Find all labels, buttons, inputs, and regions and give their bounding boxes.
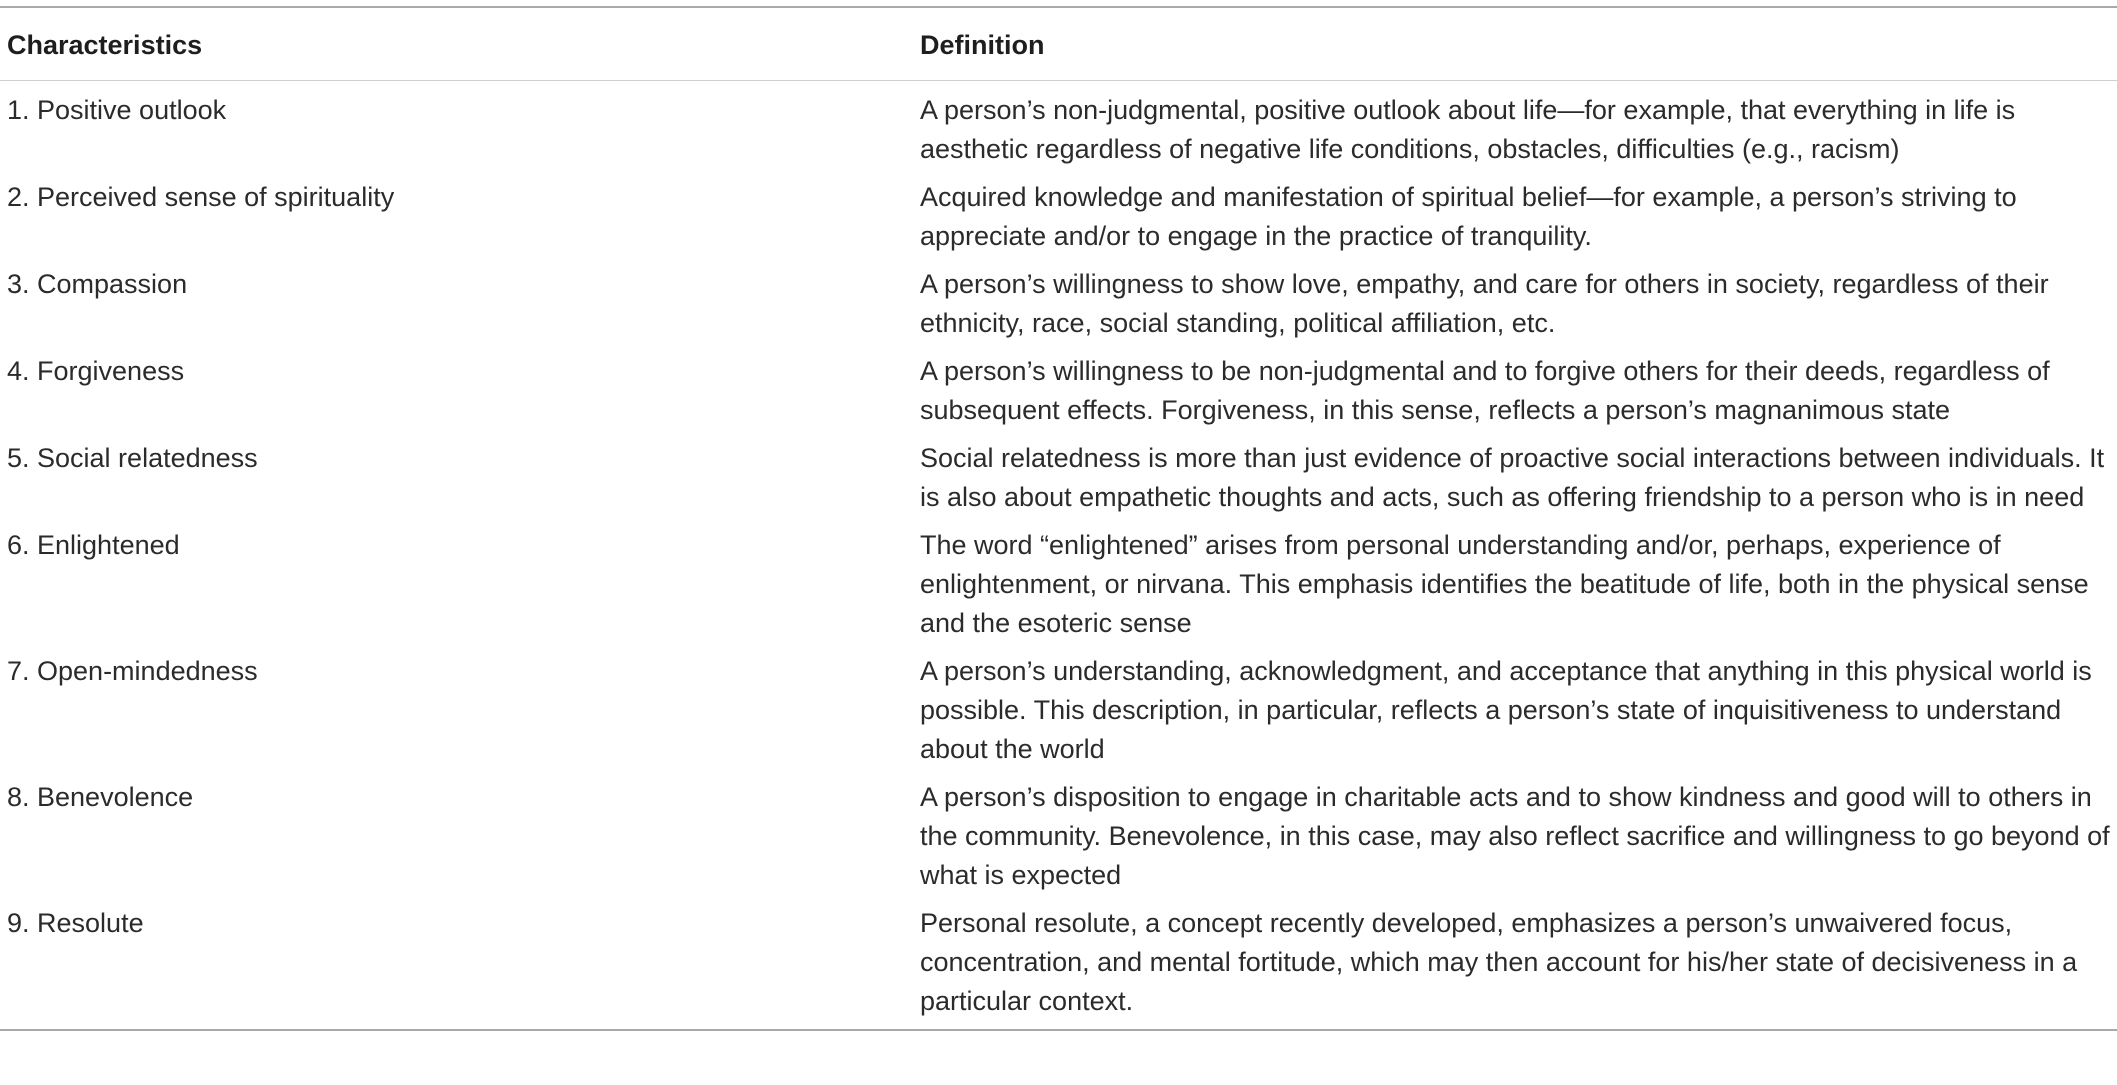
table-row <box>0 439 2117 517</box>
table-row <box>0 652 2117 769</box>
table-header-row <box>0 8 2117 80</box>
table-row <box>0 352 2117 430</box>
characteristic-cell: 3. Compassion <box>7 269 188 299</box>
header-definition: Definition <box>920 30 1045 60</box>
table-row <box>0 265 2117 343</box>
characteristic-cell: 2. Perceived sense of spirituality <box>7 182 395 212</box>
header-characteristics: Characteristics <box>7 30 203 60</box>
definition-cell: The word “enlightened” arises from personal understanding and/or, perhaps, experience of enlightenment, or nirvana. This emphasis identifies the beatitude of life, both in the physical sense and the esoteric sense <box>920 530 2089 638</box>
characteristic-cell: 4. Forgiveness <box>7 356 185 386</box>
definition-cell: A person’s willingness to show love, empathy, and care for others in society, regardless of their ethnicity, race, social standing, political affiliation, etc. <box>920 269 2049 338</box>
characteristic-cell: 9. Resolute <box>7 908 144 938</box>
definition-cell: Acquired knowledge and manifestation of spiritual belief—for example, a person’s striving to appreciate and/or to engage in the practice of tranquility. <box>920 182 2017 251</box>
characteristic-cell: 5. Social relatedness <box>7 443 258 473</box>
table-row <box>0 91 2117 169</box>
definition-cell: Social relatedness is more than just evidence of proactive social interactions between individuals. It is also about empathetic thoughts and acts, such as offering friendship to a person who is in need <box>920 443 2105 512</box>
table-bottom-rule <box>0 1029 2117 1031</box>
definition-cell: A person’s understanding, acknowledgment, and acceptance that anything in this physical world is possible. This description, in particular, reflects a person’s state of inquisitiveness to understand about the world <box>920 656 2092 764</box>
table-row <box>0 778 2117 895</box>
table-row <box>0 526 2117 643</box>
table-row <box>0 178 2117 256</box>
characteristic-cell: 1. Positive outlook <box>7 95 227 125</box>
definition-cell: Personal resolute, a concept recently developed, emphasizes a person’s unwaivered focus, concentration, and mental fortitude, which may then account for his/her state of decisiveness in a particular context. <box>920 908 2078 1016</box>
characteristic-cell: 7. Open-mindedness <box>7 656 258 686</box>
characteristic-cell: 8. Benevolence <box>7 782 194 812</box>
characteristic-cell: 6. Enlightened <box>7 530 180 560</box>
table-body <box>0 81 2117 1029</box>
table-row <box>0 904 2117 1021</box>
definition-cell: A person’s non-judgmental, positive outlook about life—for example, that everything in life is aesthetic regardless of negative life conditions, obstacles, difficulties (e.g., racism) <box>920 95 2016 164</box>
characteristics-table <box>0 6 2117 1031</box>
definition-cell: A person’s disposition to engage in charitable acts and to show kindness and good will to others in the community. Benevolence, in this case, may also reflect sacrifice and willingness to go beyond of what is expected <box>920 782 2110 890</box>
definition-cell: A person’s willingness to be non-judgmental and to forgive others for their deeds, regardless of subsequent effects. Forgiveness, in this sense, reflects a person’s magnanimous state <box>920 356 2050 425</box>
